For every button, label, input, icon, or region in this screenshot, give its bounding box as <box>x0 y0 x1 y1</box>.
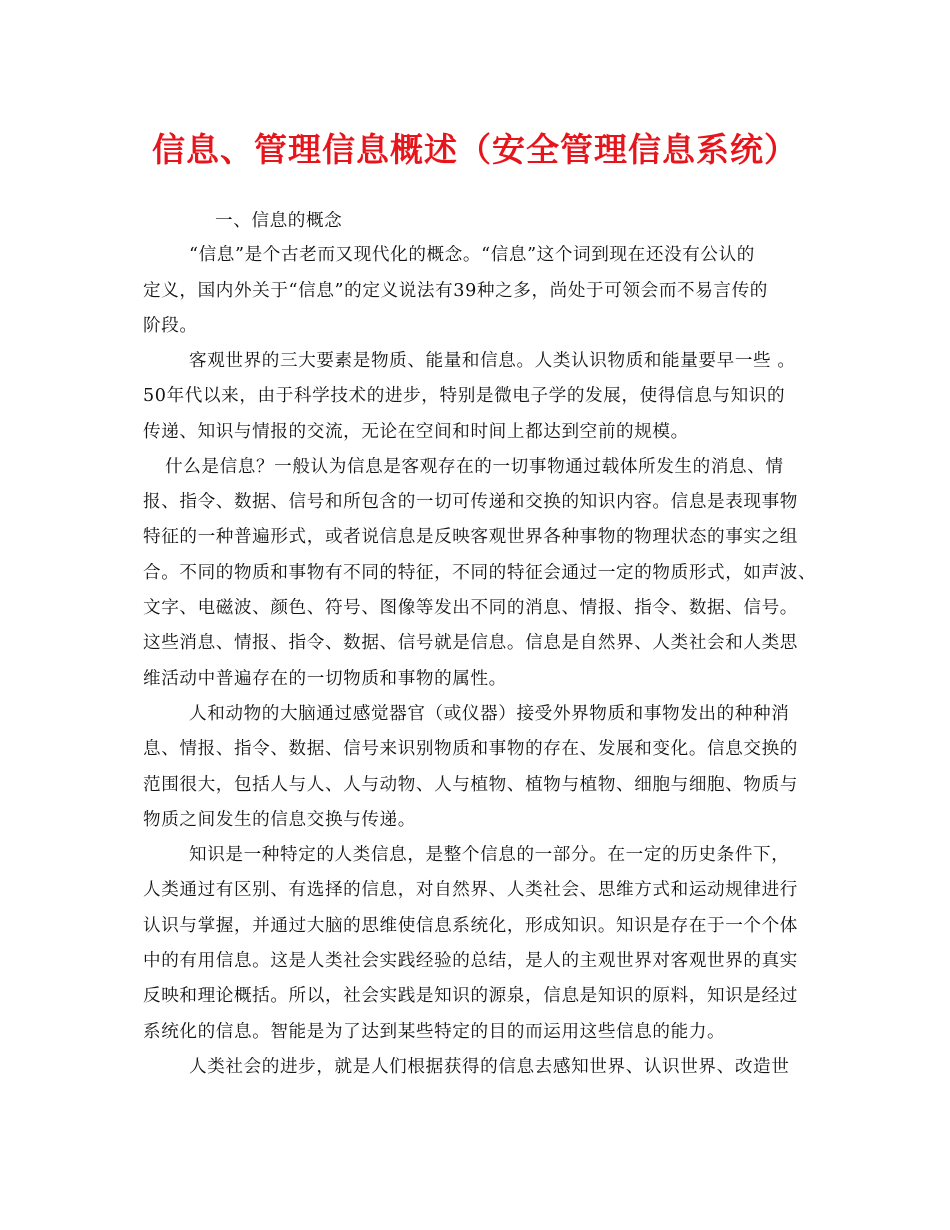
paragraph-line: 人类社会的进步，就是人们根据获得的信息去感知世界、认识世界、改造世 <box>189 1057 790 1077</box>
paragraph-line: 物质之间发生的信息交换与传递。 <box>143 810 416 830</box>
document-title: 信息、管理信息概述（安全管理信息系统） <box>152 130 798 169</box>
paragraph-line: 认识与掌握，并通过大脑的思维使信息系统化，形成知识。知识是存在于一个个体 <box>143 916 798 936</box>
paragraph-line: 阶段。 <box>143 316 198 336</box>
paragraph-line: “信息”是个古老而又现代化的概念。“信息”这个词到现在还没有公认的 <box>189 245 755 265</box>
paragraph-line: 50年代以来，由于科学技术的进步，特别是微电子学的发展，使得信息与知识的 <box>143 386 786 406</box>
paragraph-line: 什么是信息？一般认为信息是客观存在的一切事物通过载体所发生的消息、情 <box>165 457 784 477</box>
paragraph-line: 传递、知识与情报的交流，无论在空间和时间上都达到空前的规模。 <box>143 422 689 442</box>
paragraph-line: 系统化的信息。智能是为了达到某些特定的目的而运用这些信息的能力。 <box>143 1022 726 1042</box>
paragraph-line: 范围很大，包括人与人、人与动物、人与植物、植物与植物、细胞与细胞、物质与 <box>143 775 798 795</box>
paragraph-line: 知识是一种特定的人类信息，是整个信息的一部分。在一定的历史条件下， <box>189 845 790 865</box>
paragraph-line: 反映和理论概括。所以，社会实践是知识的源泉，信息是知识的原料，知识是经过 <box>143 986 798 1006</box>
paragraph-line: 这些消息、情报、指令、数据、信号就是信息。信息是自然界、人类社会和人类思 <box>143 633 798 653</box>
paragraph-line: 人类通过有区别、有选择的信息，对自然界、人类社会、思维方式和运动规律进行 <box>143 880 798 900</box>
paragraph-line: 特征的一种普遍形式，或者说信息是反映客观世界各种事物的物理状态的事实之组 <box>143 527 798 547</box>
section-heading: 一、信息的概念 <box>215 211 343 231</box>
paragraph-line: 合。不同的物质和事物有不同的特征，不同的特征会通过一定的物质形式，如声波、 <box>143 563 817 583</box>
paragraph-line: 人和动物的大脑通过感觉器官（或仪器）接受外界物质和事物发出的种种消 <box>189 704 790 724</box>
paragraph-line: 息、情报、指令、数据、信号来识别物质和事物的存在、发展和变化。信息交换的 <box>143 739 798 759</box>
paragraph-line: 维活动中普遍存在的一切物质和事物的属性。 <box>143 669 507 689</box>
paragraph-line: 文字、电磁波、颜色、符号、图像等发出不同的消息、情报、指令、数据、信号。 <box>143 598 798 618</box>
paragraph-line: 定义，国内外关于“信息”的定义说法有39种之多，尚处于可领会而不易言传的 <box>143 281 768 301</box>
paragraph-line: 中的有用信息。这是人类社会实践经验的总结，是人的主观世界对客观世界的真实 <box>143 951 798 971</box>
paragraph-line: 客观世界的三大要素是物质、能量和信息。人类认识物质和能量要早一些 。 <box>189 351 796 371</box>
paragraph-line: 报、指令、数据、信号和所包含的一切可传递和交换的知识内容。信息是表现事物 <box>143 492 798 512</box>
